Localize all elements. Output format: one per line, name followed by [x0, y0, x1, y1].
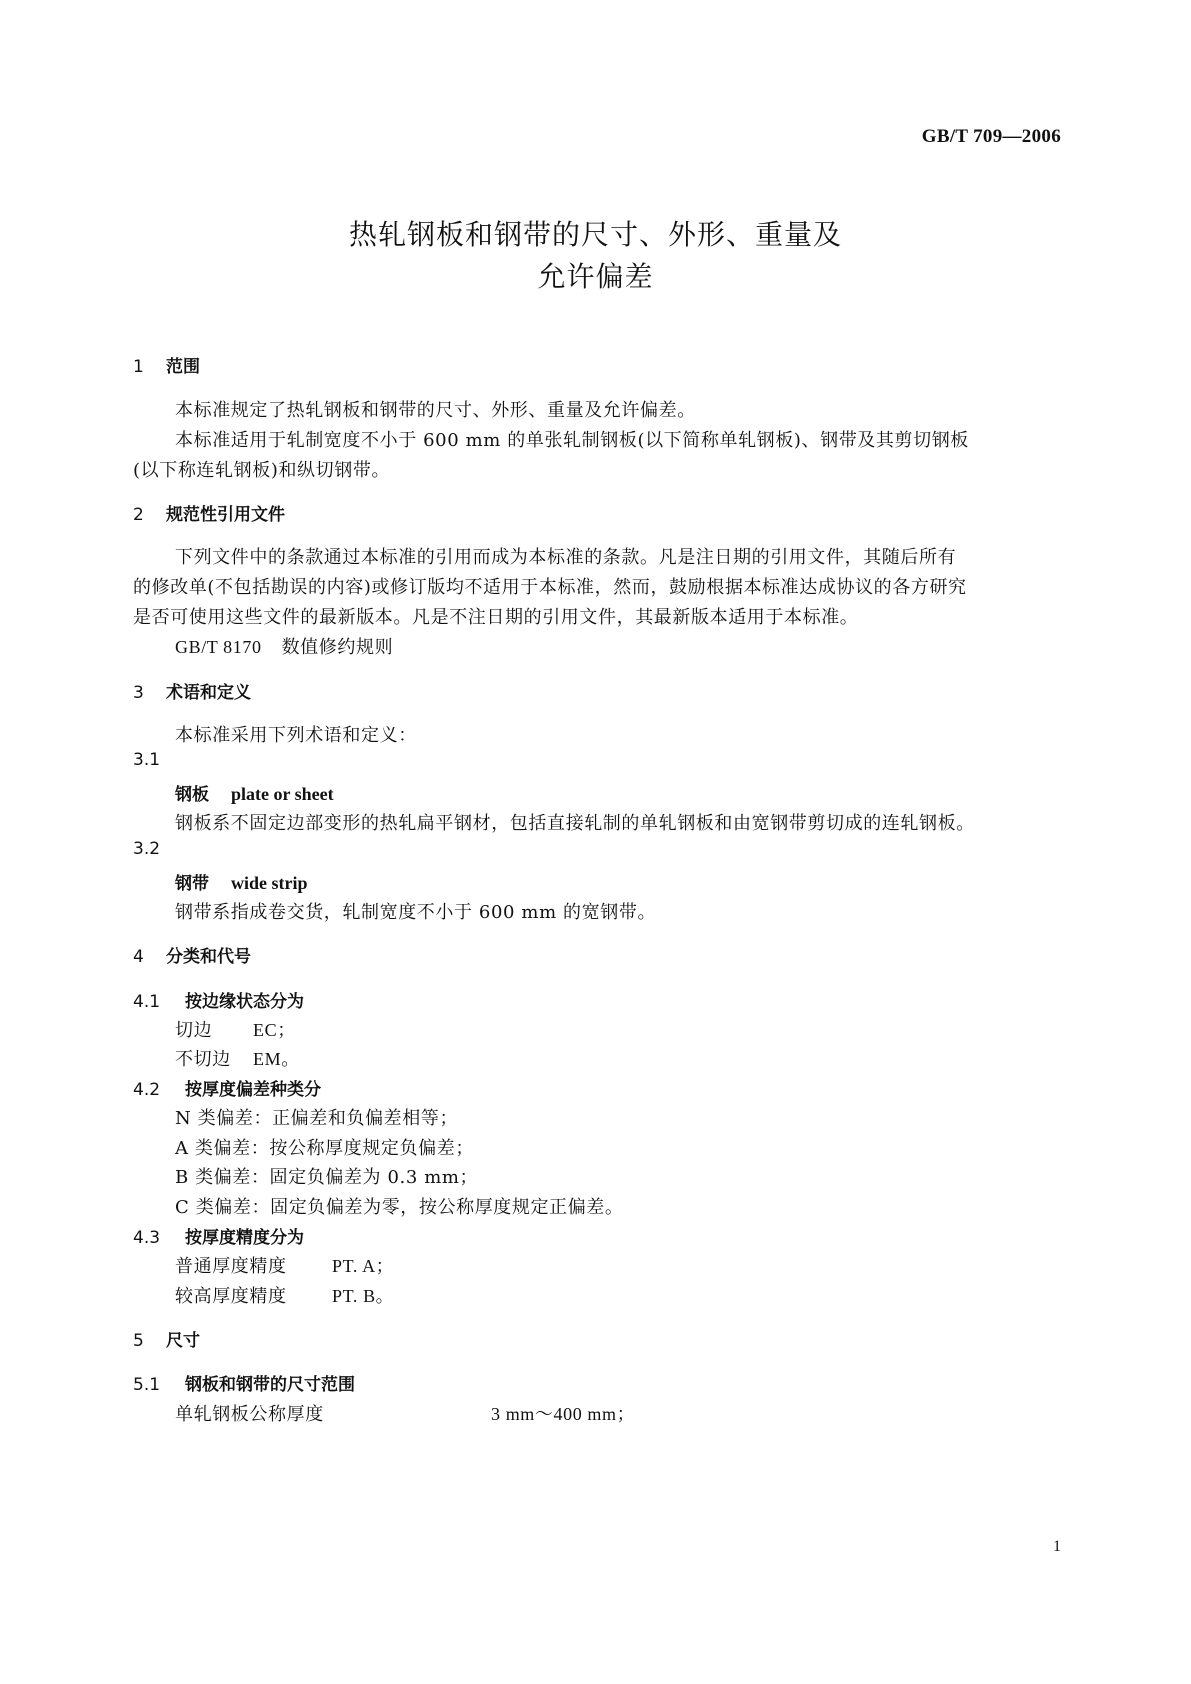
precision-item-1: 普通厚度精度 PT. A；	[175, 1256, 395, 1277]
term-3-2-definition: 钢带系指成卷交货，轧制宽度不小于 600 mm 的宽钢带。	[175, 902, 657, 923]
term-3-2-number: 3.2	[133, 839, 161, 859]
edge-item-1: 切边 EC；	[175, 1020, 296, 1041]
clause-4-2-heading: 4.2 按厚度偏差种类分	[133, 1080, 321, 1100]
reference-title: 数值修约规则	[281, 637, 394, 658]
document-title-line1: 热轧钢板和钢带的尺寸、外形、重量及	[348, 218, 842, 251]
tolerance-type-c: C 类偏差：固定负偏差为零，按公称厚度规定正偏差。	[175, 1197, 624, 1218]
s1-paragraph-2a: 本标准适用于轧制宽度不小于 600 mm 的单张轧制钢板(以下简称单轧钢板)、钢带及其剪切钢板	[175, 430, 969, 451]
precision-item-2: 较高厚度精度 PT. B。	[175, 1286, 395, 1307]
s2-paragraph-1c: 是否可使用这些文件的最新版本。凡是不注日期的引用文件，其最新版本适用于本标准。	[133, 607, 859, 628]
section-2-heading: 2 规范性引用文件	[133, 505, 285, 525]
section-5-heading: 5 尺寸	[133, 1331, 200, 1351]
clause-5-1-heading: 5.1 钢板和钢带的尺寸范围	[133, 1375, 355, 1395]
tolerance-type-n: N 类偏差：正偏差和负偏差相等；	[175, 1108, 459, 1129]
clause-4-1-heading: 4.1 按边缘状态分为	[133, 992, 304, 1012]
s3-intro: 本标准采用下列术语和定义：	[175, 725, 417, 746]
tolerance-type-b: B 类偏差：固定负偏差为 0.3 mm；	[175, 1167, 479, 1188]
tolerance-type-a: A 类偏差：按公称厚度规定负偏差；	[175, 1138, 474, 1159]
page-number: 1	[1053, 1538, 1061, 1555]
s1-paragraph-2b: (以下称连轧钢板)和纵切钢带。	[133, 460, 391, 481]
s2-paragraph-1a: 下列文件中的条款通过本标准的引用而成为本标准的条款。凡是注日期的引用文件，其随后所有	[175, 547, 957, 568]
clause-4-3-heading: 4.3 按厚度精度分为	[133, 1228, 304, 1248]
term-3-1: 钢板 plate or sheet	[175, 784, 334, 805]
term-3-1-definition: 钢板系不固定边部变形的热轧扁平钢材，包括直接轧制的单轧钢板和由宽钢带剪切成的连轧钢板。	[175, 813, 975, 834]
section-3-heading: 3 术语和定义	[133, 683, 251, 703]
section-1-heading: 1 范围	[133, 357, 200, 377]
reference-code: GB/T 8170	[175, 637, 262, 657]
term-3-1-number: 3.1	[133, 750, 161, 770]
normative-reference	[175, 633, 393, 659]
document-title-line2: 允许偏差	[537, 260, 654, 293]
dimension-range-item: 单轧钢板公称厚度 3 mm～400 mm；	[175, 1404, 636, 1425]
term-3-2: 钢带 wide strip	[175, 873, 308, 894]
s2-paragraph-1b: 的修改单(不包括勘误的内容)或修订版均不适用于本标准，然而，鼓励根据本标准达成协议的各方研究	[133, 577, 967, 598]
standard-code: GB/T 709—2006	[921, 126, 1061, 147]
s1-paragraph-1: 本标准规定了热轧钢板和钢带的尺寸、外形、重量及允许偏差。	[175, 400, 696, 421]
edge-item-2: 不切边 EM。	[175, 1049, 300, 1070]
section-4-heading: 4 分类和代号	[133, 947, 251, 967]
